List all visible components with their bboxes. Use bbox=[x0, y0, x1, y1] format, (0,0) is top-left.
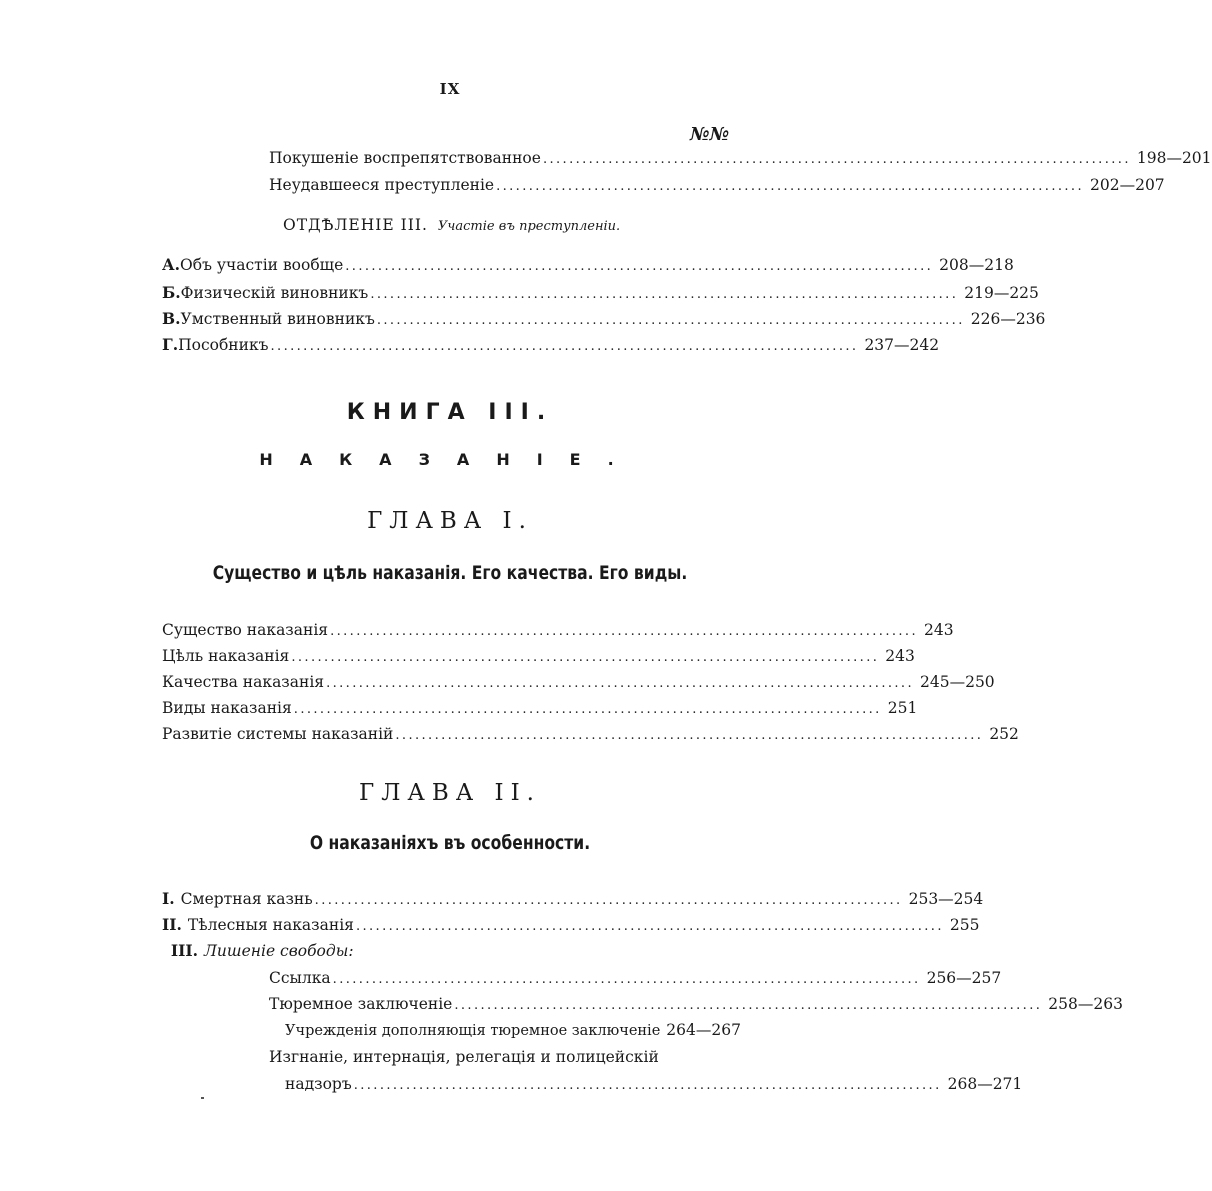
leader-dots: .......................................................................................... bbox=[345, 259, 934, 274]
chapter-subtitle: Существо и цѣль наказанія. Его качества. Его виды. bbox=[212, 562, 688, 584]
toc-entry-letter: В. bbox=[162, 309, 181, 328]
chapter-subtitle: О наказаніяхъ въ особенности. bbox=[309, 832, 591, 854]
toc-entry-label: Неудавшееся преступленіе bbox=[269, 176, 495, 194]
toc-entry-pages: 202—207 bbox=[1090, 176, 1165, 194]
toc-entry-label: Умственный виновникъ bbox=[180, 310, 375, 328]
toc-entry-label: надзоръ bbox=[285, 1075, 352, 1093]
section-title: ОТДѢЛЕНІЕ III. bbox=[283, 216, 428, 234]
toc-entry-label: Тѣлесныя наказанія bbox=[187, 916, 354, 934]
leader-dots: .......................................................................................... bbox=[332, 972, 921, 987]
page-number: IX bbox=[439, 80, 461, 98]
print-speck bbox=[201, 1097, 204, 1099]
toc-entry-label: Объ участіи вообще bbox=[180, 256, 344, 274]
toc-entry-letter: II. bbox=[162, 915, 182, 934]
leader-dots: .......................................................................................... bbox=[542, 152, 1131, 167]
toc-entry-pages: 256—257 bbox=[926, 969, 1002, 987]
toc-entry[interactable] bbox=[269, 968, 1002, 990]
leader-dots: .......................................................................................... bbox=[454, 998, 1043, 1013]
toc-group-heading bbox=[162, 941, 354, 961]
toc-entry-label: Покушеніе воспрепятствованное bbox=[269, 149, 541, 167]
toc-entry-pages: 243 bbox=[885, 647, 915, 665]
leader-dots: .......................................................................................... bbox=[293, 702, 882, 717]
leader-dots: .......................................................................................... bbox=[370, 287, 959, 302]
toc-entry-pages: 243 bbox=[924, 621, 954, 639]
leader-dots: .......................................................................................... bbox=[496, 179, 1084, 194]
page-column-header: №№ bbox=[690, 124, 730, 145]
toc-entry-pages: 208—218 bbox=[939, 256, 1014, 274]
toc-entry[interactable] bbox=[269, 148, 1212, 170]
toc-entry-label: Существо наказанія bbox=[162, 621, 329, 639]
toc-entry[interactable] bbox=[285, 1020, 741, 1042]
toc-entry-pages: 237—242 bbox=[864, 336, 940, 354]
toc-entry[interactable] bbox=[162, 698, 918, 720]
toc-entry-label: Смертная казнь bbox=[180, 890, 313, 908]
toc-entry-pages: 226—236 bbox=[970, 310, 1046, 328]
toc-entry[interactable] bbox=[162, 724, 1019, 746]
section-heading bbox=[283, 216, 620, 234]
toc-entry-label: Цѣль наказанія bbox=[162, 647, 290, 665]
toc-entry[interactable] bbox=[269, 994, 1123, 1016]
toc-entry[interactable] bbox=[285, 1074, 1023, 1096]
section-subtitle: Участіе въ преступленіи. bbox=[437, 219, 621, 234]
toc-entry-letter: I. bbox=[162, 889, 175, 908]
leader-dots: .......................................................................................... bbox=[326, 676, 914, 691]
toc-entry-pages: 251 bbox=[887, 699, 918, 717]
leader-dots: .......................................................................................... bbox=[270, 339, 859, 354]
toc-entry-label: Физическій виновникъ bbox=[180, 284, 369, 302]
toc-entry-pages: 219—225 bbox=[964, 284, 1039, 302]
leader-dots: .......................................................................................... bbox=[376, 313, 965, 328]
toc-entry-pages: 245—250 bbox=[920, 673, 995, 691]
toc-entry-letter: Б. bbox=[162, 283, 181, 302]
book-subtitle: НАКАЗАНІЕ. bbox=[259, 450, 641, 469]
toc-entry-label: Развитіе системы наказаній bbox=[162, 725, 394, 743]
toc-entry-pages: 258—263 bbox=[1048, 995, 1123, 1013]
toc-entry-pages: 253—254 bbox=[908, 890, 984, 908]
toc-entry-pages: 268—271 bbox=[947, 1075, 1023, 1093]
chapter-title: ГЛАВА I. bbox=[367, 508, 533, 534]
toc-entry-pages: 264—267 bbox=[666, 1021, 741, 1039]
toc-entry-letter: Г. bbox=[162, 335, 179, 354]
toc-entry-label: Тюремное заключеніе bbox=[269, 995, 453, 1013]
leader-dots: .......................................................................................... bbox=[291, 650, 880, 665]
toc-entry[interactable] bbox=[162, 255, 1014, 277]
leader-dots: .......................................................................................... bbox=[355, 919, 944, 934]
toc-entry[interactable] bbox=[162, 620, 954, 642]
leader-dots: .......................................................................................... bbox=[395, 728, 984, 743]
toc-group-label: Лишеніе свободы: bbox=[204, 942, 354, 960]
toc-entry[interactable] bbox=[162, 646, 915, 668]
toc-entry-label: Ссылка bbox=[269, 969, 331, 987]
chapter-title: ГЛАВА II. bbox=[359, 780, 541, 806]
leader-dots: .......................................................................................... bbox=[330, 624, 918, 639]
toc-entry-label: Виды наказанія bbox=[162, 699, 292, 717]
toc-entry[interactable] bbox=[162, 889, 984, 911]
toc-entry[interactable] bbox=[269, 175, 1165, 197]
leader-dots: .......................................................................................... bbox=[314, 893, 903, 908]
toc-entry-label: Качества наказанія bbox=[162, 673, 325, 691]
toc-entry-first-line: Изгнаніе, интернація, релегація и полицейскій bbox=[269, 1048, 659, 1066]
toc-entry-label: Учрежденія дополняющія тюремное заключеніе bbox=[285, 1023, 661, 1039]
toc-entry-pages: 252 bbox=[989, 725, 1019, 743]
toc-entry[interactable] bbox=[162, 335, 940, 357]
toc-entry[interactable] bbox=[162, 915, 980, 937]
toc-entry[interactable] bbox=[162, 283, 1039, 305]
toc-entry-letter: III. bbox=[170, 941, 198, 960]
toc-entry[interactable] bbox=[162, 309, 1046, 331]
toc-entry-label: Пособникъ bbox=[178, 336, 269, 354]
toc-entry[interactable] bbox=[162, 672, 995, 694]
book-title: КНИГА III. bbox=[346, 400, 554, 425]
toc-entry-letter: А. bbox=[162, 255, 181, 274]
leader-dots: .......................................................................................... bbox=[353, 1078, 942, 1093]
toc-entry-pages: 198—201 bbox=[1136, 149, 1212, 167]
toc-entry-pages: 255 bbox=[949, 916, 980, 934]
